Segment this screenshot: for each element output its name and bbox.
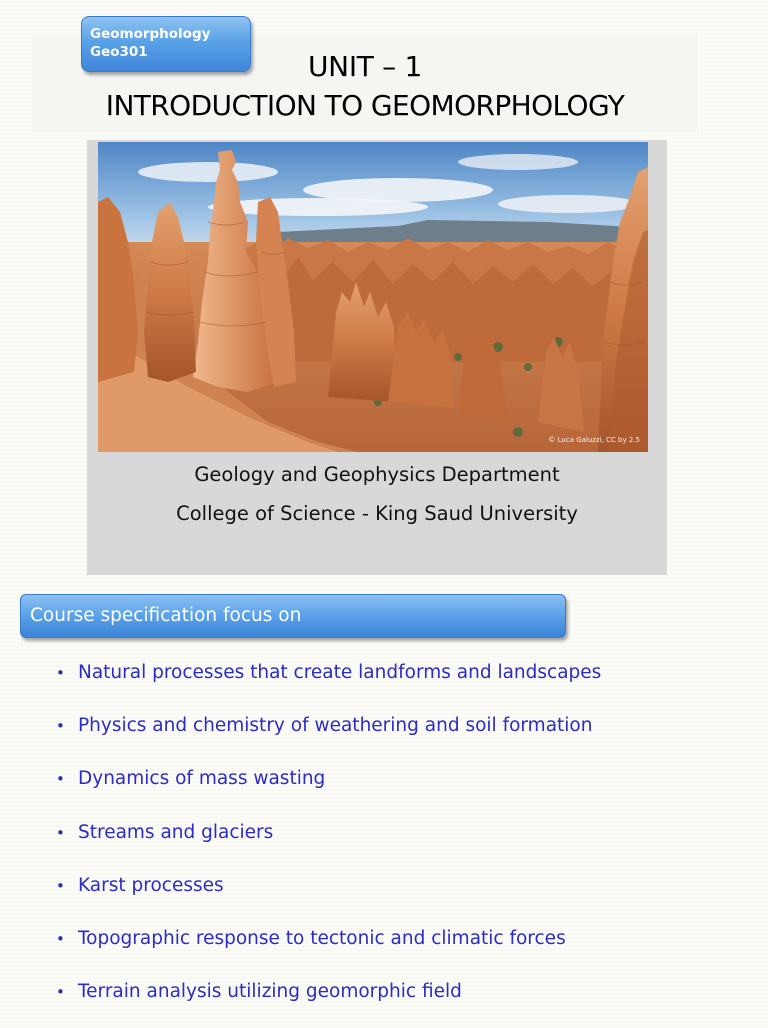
department-name: Geology and Geophysics Department [194,463,560,486]
list-item-text: Topographic response to tectonic and climatic forces [78,927,566,949]
list-item-text: Natural processes that create landforms and landscapes [78,662,602,683]
bullet-icon: • [56,983,65,1002]
bullet-icon: • [56,929,65,948]
bullet-icon: • [56,876,65,895]
list-item-text: Terrain analysis utilizing geomorphic field [78,981,462,1003]
course-name: Geomorphology [90,26,211,42]
unit-title: UNIT – 1 [307,50,423,83]
section-heading: Course specification focus on [30,605,302,626]
list-item-text: Karst processes [78,874,224,896]
landscape-photo [98,142,648,452]
bullet-icon: • [56,823,65,842]
page-title: INTRODUCTION TO GEOMORPHOLOGY [105,89,625,122]
list-item-text: Dynamics of mass wasting [78,768,326,790]
bullet-icon: • [56,717,65,736]
bullet-icon: • [56,770,65,789]
list-item-text: Streams and glaciers [78,821,274,843]
college-name: College of Science - King Saud University [176,502,578,525]
photo-credit: © Luca Galuzzi, CC by 2.5 [548,436,640,444]
bullet-icon: • [56,664,65,682]
section-heading-bar [20,594,566,638]
course-code: Geo301 [90,44,148,60]
list-item-text: Physics and chemistry of weathering and soil formation [78,715,593,737]
